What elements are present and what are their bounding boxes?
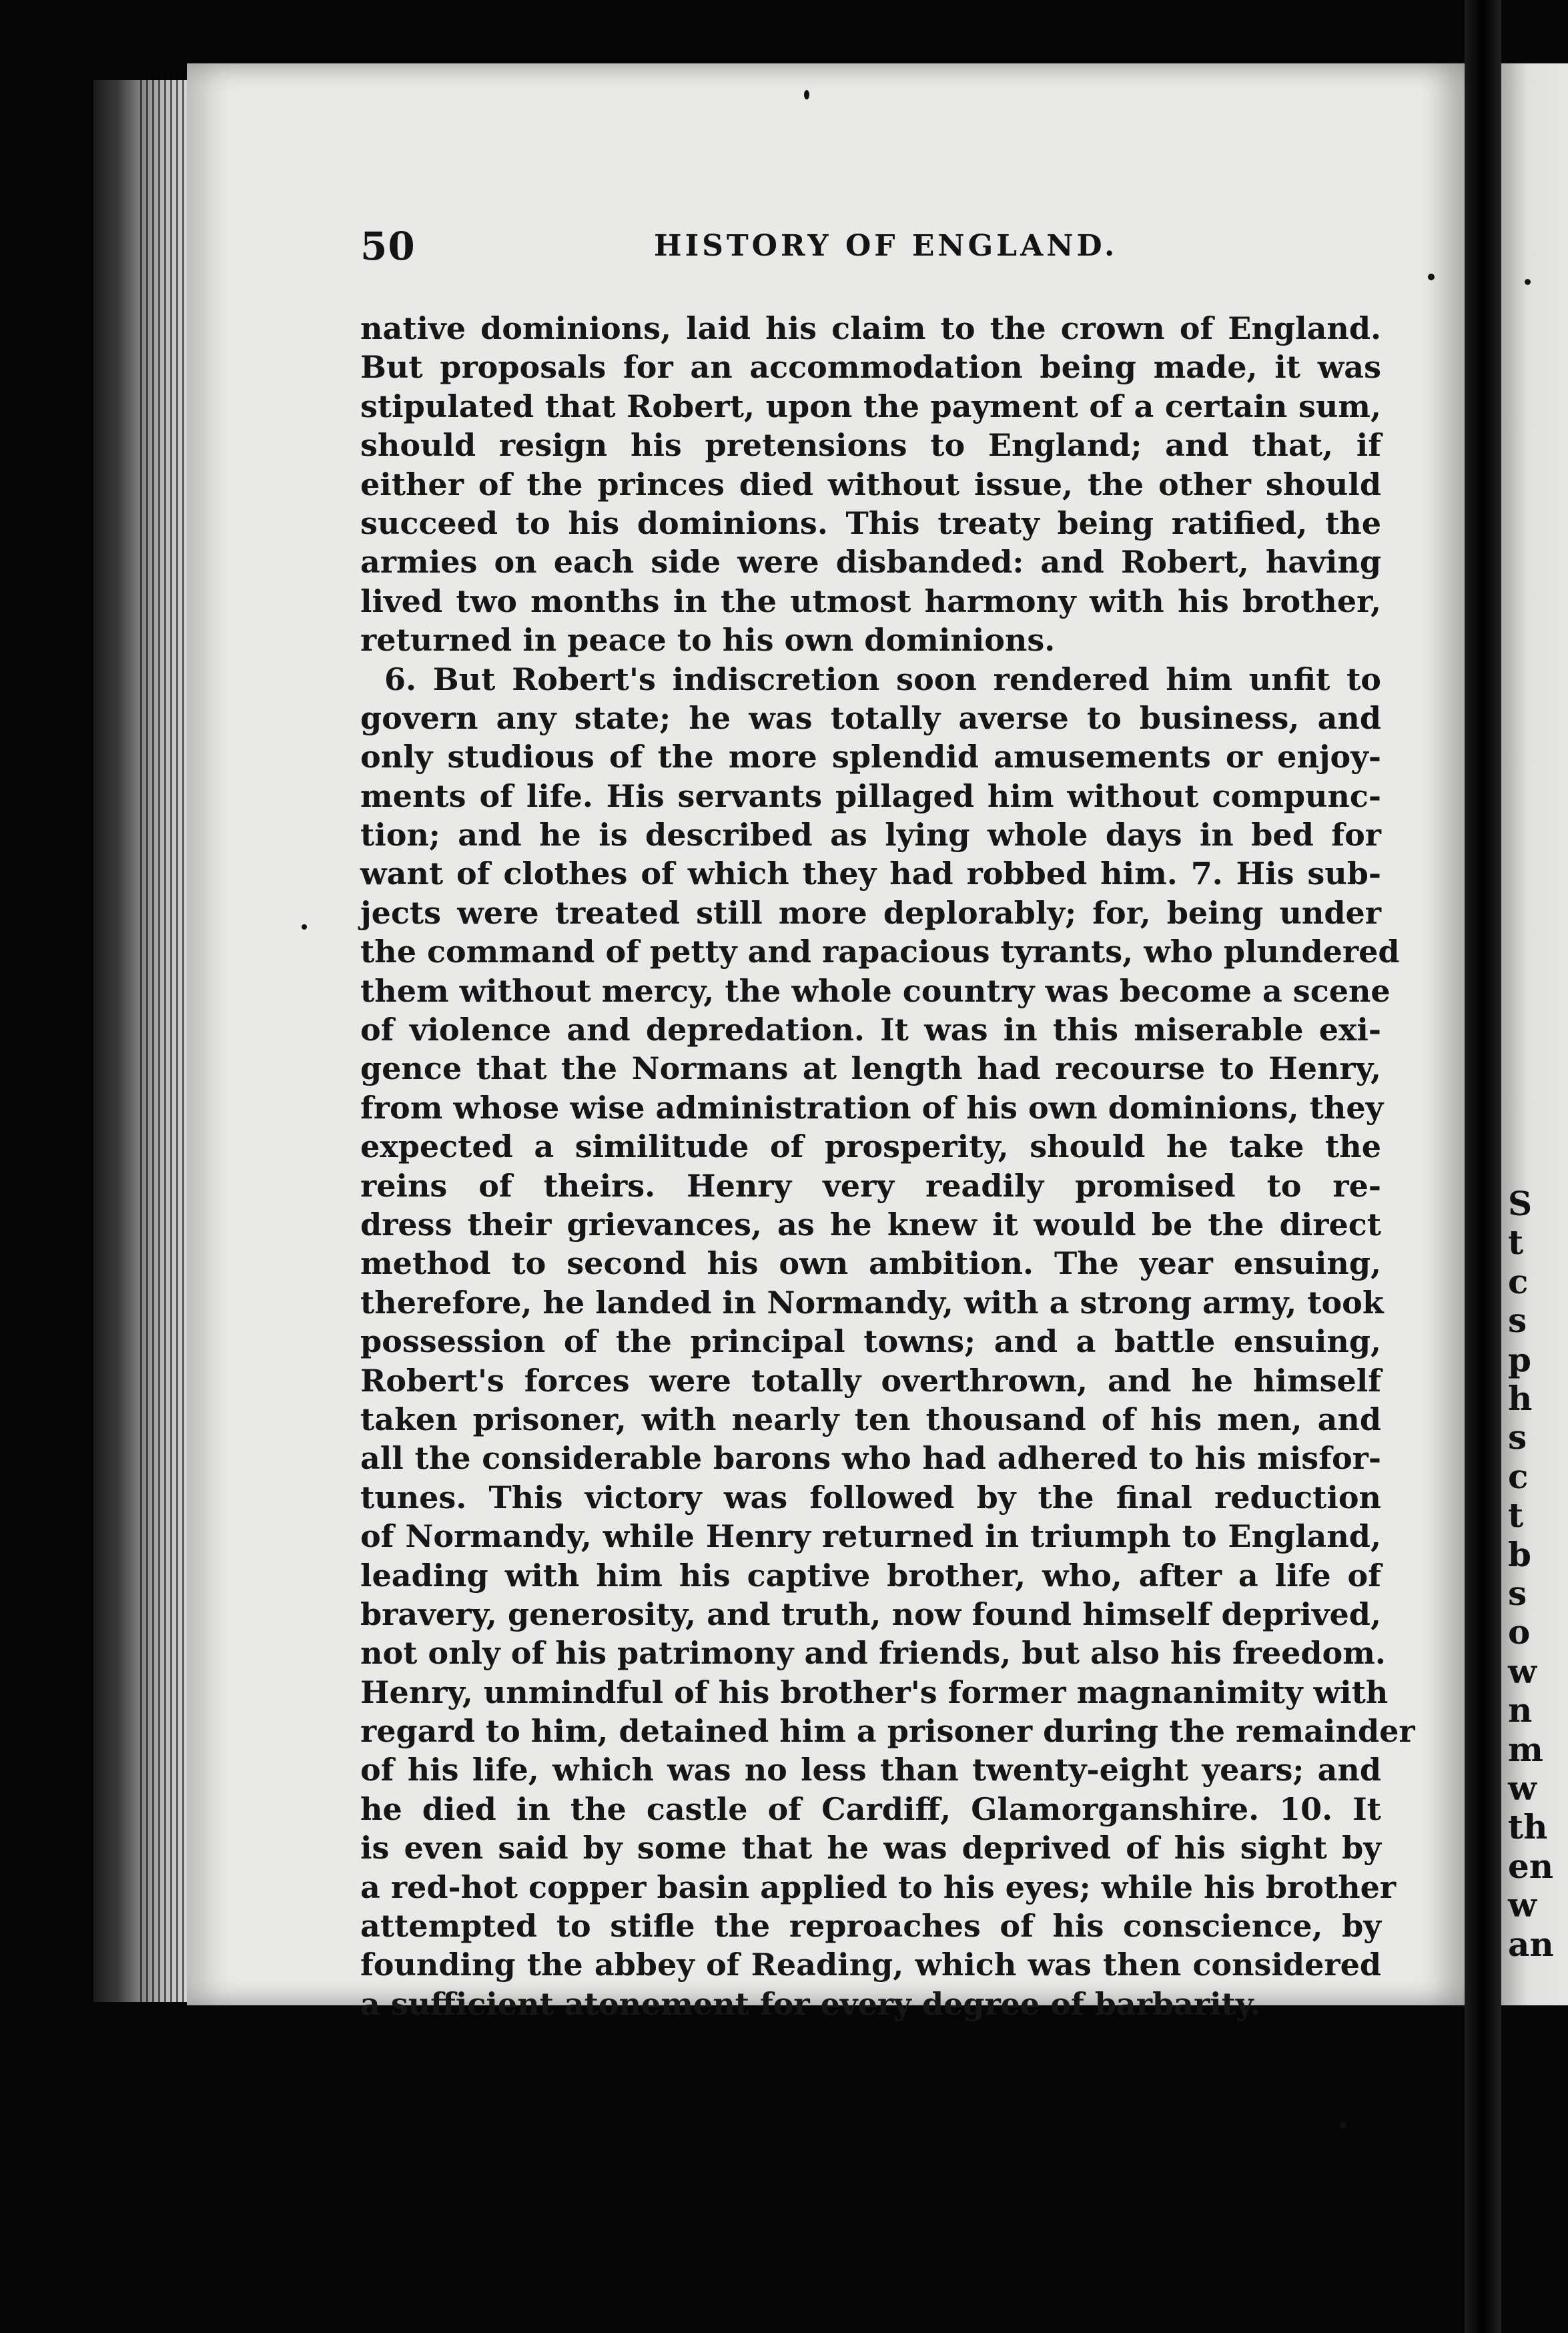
text-line: stipulated that Robert, upon the payment of a certain sum, [360, 388, 1381, 424]
text-line: only studious of the more splendid amusements or enjoy- [360, 739, 1381, 775]
page-header [360, 224, 1381, 277]
text-line: of violence and depredation. It was in this miserable exi- [360, 1012, 1381, 1048]
text-line: dress their grievances, as he knew it would be the direct [360, 1206, 1381, 1243]
adjacent-page-fragment: s [1508, 1574, 1527, 1613]
adjacent-page-fragment: w [1508, 1885, 1537, 1925]
text-line: possession of the principal towns; and a battle ensuing, [360, 1323, 1381, 1360]
text-line: reins of theirs. Henry very readily promised to re- [360, 1167, 1381, 1204]
text-line: he died in the castle of Cardiff, Glamorganshire. 10. It [360, 1790, 1381, 1827]
adjacent-page-fragment: t [1508, 1495, 1524, 1536]
text-line: not only of his patrimony and friends, but also his freedom. [360, 1635, 1386, 1672]
adjacent-page-fragment: en [1508, 1846, 1554, 1886]
text-line: attempted to stifle the reproaches of his conscience, by [360, 1908, 1381, 1945]
page-gutter [1465, 0, 1501, 2333]
text-line: tunes. This victory was followed by the final reduction [360, 1479, 1381, 1516]
adjacent-page-fragment: m [1508, 1729, 1543, 1769]
adjacent-page-fragment: w [1508, 1651, 1537, 1691]
text-line: returned in peace to his own dominions. [360, 622, 1056, 659]
adjacent-page-fragment: c [1508, 1456, 1529, 1496]
adjacent-page-fragment: b [1508, 1534, 1531, 1574]
adjacent-page-fragment: s [1508, 1417, 1527, 1457]
text-line: Henry, unmindful of his brother's former magnanimity with [360, 1674, 1389, 1710]
running-head: HISTORY OF ENGLAND. [654, 229, 1118, 263]
text-line: of Normandy, while Henry returned in triumph to England, [360, 1518, 1381, 1555]
adjacent-page-fragment: o [1508, 1612, 1531, 1652]
adjacent-page-fragment: S [1508, 1184, 1533, 1223]
text-line: of his life, which was no less than twenty-eight years; and [360, 1752, 1381, 1788]
text-line: founding the abbey of Reading, which was then considered [360, 1947, 1381, 1983]
text-line: gence that the Normans at length had recourse to Henry, [360, 1050, 1381, 1087]
adjacent-page-fragment: t [1508, 1223, 1524, 1263]
text-line: from whose wise administration of his own dominions, they [360, 1089, 1384, 1126]
text-line: therefore, he landed in Normandy, with a strong army, took [360, 1284, 1384, 1321]
text-line: all the considerable barons who had adhered to his misfor- [360, 1440, 1381, 1477]
text-line: But proposals for an accommodation being made, it was [360, 349, 1381, 386]
text-line: expected a similitude of prosperity, should he take the [360, 1128, 1381, 1165]
text-line: lived two months in the utmost harmony with his brother, [360, 583, 1381, 619]
adjacent-page-sliver [1501, 63, 1568, 2005]
text-line: regard to him, detained him a prisoner during the remainder [360, 1713, 1415, 1750]
text-line: should resign his pretensions to England; and that, if [360, 427, 1381, 464]
text-line: is even said by some that he was deprived of his sight by [360, 1830, 1381, 1867]
page-number: 50 [360, 224, 416, 269]
scan-speck [1340, 2122, 1346, 2129]
text-line: govern any state; he was totally averse to business, and [360, 699, 1381, 736]
text-line: taken prisoner, with nearly ten thousand of his men, and [360, 1401, 1381, 1437]
text-line: a sufficient atonement for every degree of barbarity. [360, 1985, 1261, 2022]
text-line: either of the princes died without issue, the other should [360, 466, 1381, 503]
text-line: native dominions, laid his claim to the crown of England. [360, 310, 1381, 346]
text-line: 6. But Robert's indiscretion soon rendered him unfit to [384, 661, 1381, 697]
adjacent-page-fragment: w [1508, 1768, 1537, 1808]
text-line: ments of life. His servants pillaged him without compunc- [360, 777, 1381, 814]
adjacent-page-fragment: p [1508, 1339, 1531, 1379]
text-line: succeed to his dominions. This treaty being ratified, the [360, 505, 1381, 541]
text-line: them without mercy, the whole country was become a scene [360, 972, 1391, 1009]
binding-edge-lines [140, 73, 187, 2002]
text-line: tion; and he is described as lying whole days in bed for [360, 817, 1381, 854]
adjacent-page-fragment: c [1508, 1261, 1529, 1301]
text-line: the command of petty and rapacious tyrants, who plundered [360, 934, 1400, 970]
body-text [360, 309, 1415, 2023]
text-line: armies on each side were disbanded: and Robert, having [360, 544, 1381, 581]
text-line: Robert's forces were totally overthrown, and he himself [360, 1362, 1381, 1399]
scan-speck [1525, 279, 1531, 285]
text-line: method to second his own ambition. The year ensuing, [360, 1245, 1381, 1282]
text-line: leading with him his captive brother, who, after a life of [360, 1557, 1381, 1594]
scan-speck [1428, 274, 1435, 280]
text-line: bravery, generosity, and truth, now found himself deprived, [360, 1596, 1381, 1632]
text-line: jects were treated still more deplorably; for, being under [360, 894, 1381, 931]
adjacent-page-fragment: th [1508, 1807, 1548, 1847]
scan-speck [804, 90, 809, 99]
adjacent-page-fragment: s [1508, 1301, 1527, 1341]
adjacent-page-fragment: h [1508, 1379, 1533, 1418]
text-line: a red-hot copper basin applied to his eyes; while his brother [360, 1869, 1397, 1905]
scan-speck [302, 924, 307, 930]
adjacent-page-fragment: n [1508, 1690, 1533, 1730]
text-line: want of clothes of which they had robbed him. 7. His sub- [360, 856, 1381, 892]
adjacent-page-fragment: an [1508, 1924, 1554, 1964]
